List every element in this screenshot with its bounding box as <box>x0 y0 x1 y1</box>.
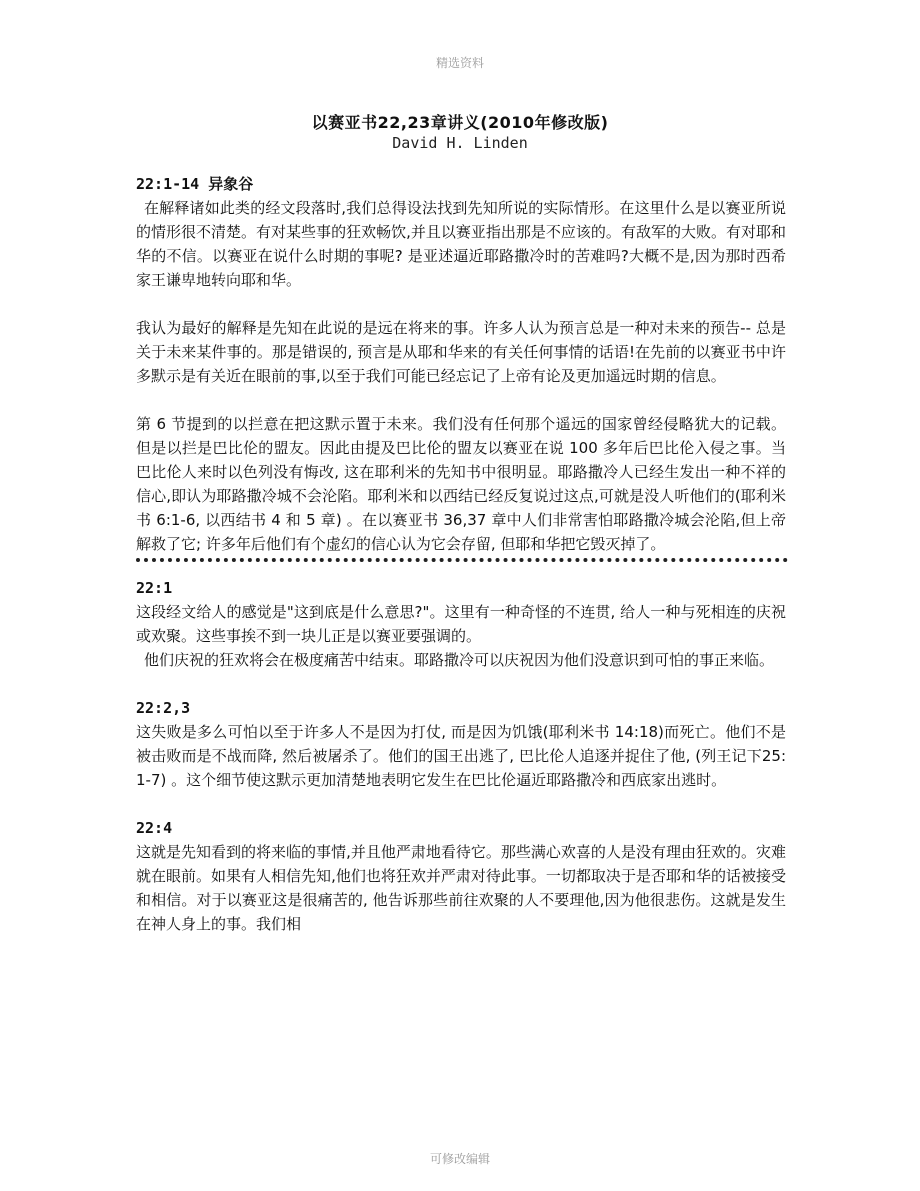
header-note: 精选资料 <box>435 56 484 70</box>
paragraph: 在解释诸如此类的经文段落时,我们总得设法找到先知所说的实际情形。在这里什么是以赛亚所说的情形很不清楚。有对某些事的狂欢畅饮,并且以赛亚指出那是不应该的。有敌军的大败。有对耶和华的不信。以赛亚在说什么时期的事呢? 是亚述逼近耶路撒冷时的苦难吗?大概不是,因为那时西希家王谦卑地转向耶和华。 <box>136 199 786 289</box>
document-author: David H. Linden <box>392 134 528 152</box>
section-heading <box>136 172 786 196</box>
paragraph: 他们庆祝的狂欢将会在极度痛苦中结束。耶路撒冷可以庆祝因为他们没意识到可怕的事正来临。 <box>144 651 775 669</box>
section-heading <box>136 816 786 840</box>
paragraph: 我认为最好的解释是先知在此说的是远在将来的事。许多人认为预言总是一种对未来的预告-- 总是关于未来某件事的。那是错误的, 预言是从耶和华来的有关任何事情的话语!在先前的以赛亚书中许多默示是有关近在眼前的事,以至于我们可能已经忘记了上帝有论及更加遥远时期的信息。 <box>136 319 786 385</box>
section-22-1 <box>136 576 786 696</box>
section-ref: 22:1-14 <box>136 175 200 193</box>
document-title: 以赛亚书22,23章讲义(2010年修改版) <box>311 113 609 132</box>
section-ref: 22:2,3 <box>136 699 191 717</box>
paragraph: 这就是先知看到的将来临的事情,并且他严肃地看待它。那些满心欢喜的人是没有理由狂欢的。灾难就在眼前。如果有人相信先知,他们也将狂欢并严肃对待此事。一切都取决于是否耶和华的话被接受和相信。对于以赛亚这是很痛苦的, 他告诉那些前往欢聚的人不要理他,因为他很悲伤。这就是发生在神人身上的事。我们相 <box>136 843 786 933</box>
section-22-1-14 <box>136 172 786 562</box>
section-title: 异象谷 <box>208 175 254 193</box>
section-heading <box>136 696 786 720</box>
footer-note: 可修改编辑 <box>429 1152 490 1166</box>
document-body <box>136 172 786 936</box>
paragraph: 第 6 节提到的以拦意在把这默示置于未来。我们没有任何那个遥远的国家曾经侵略犹大的记载。 但是以拦是巴比伦的盟友。因此由提及巴比伦的盟友以赛亚在说 100 多年后巴比伦入侵之事。当巴比伦人来时以色列没有悔改, 这在耶利米的先知书中很明显。耶路撒冷人已经生发出一种不祥的信心,即认为耶路撒冷城不会沦陷。耶利米和以西结已经反复说过这点,可就是没人听他们的(耶利米书 6:1-6, 以西结书 4 和 5 章) 。在以赛亚书 36,37 章中人们非常害怕耶路撒冷城会沦陷,但上帝解救了它; 许多年后他们有个虚幻的信心认为它会存留, 但耶和华把它毁灭掉了。 <box>136 415 786 553</box>
section-22-4 <box>136 816 786 936</box>
section-ref: 22:4 <box>136 819 173 837</box>
paragraph: 这失败是多么可怕以至于许多人不是因为打仗, 而是因为饥饿(耶利米书 14:18)而死亡。他们不是被击败而是不战而降, 然后被屠杀了。他们的国王出逃了, 巴比伦人追逐并捉住了他, (列王记下25:1-7) 。这个细节使这默示更加清楚地表明它发生在巴比伦逼近耶路撒冷和西底家出逃时。 <box>136 723 786 789</box>
section-heading <box>136 576 786 600</box>
section-ref: 22:1 <box>136 579 173 597</box>
paragraph: 这段经文给人的感觉是"这到底是什么意思?"。这里有一种奇怪的不连贯, 给人一种与死相连的庆祝或欢聚。这些事挨不到一块儿正是以赛亚要强调的。 <box>136 603 786 645</box>
section-22-2-3 <box>136 696 786 816</box>
dotted-divider <box>136 558 788 562</box>
